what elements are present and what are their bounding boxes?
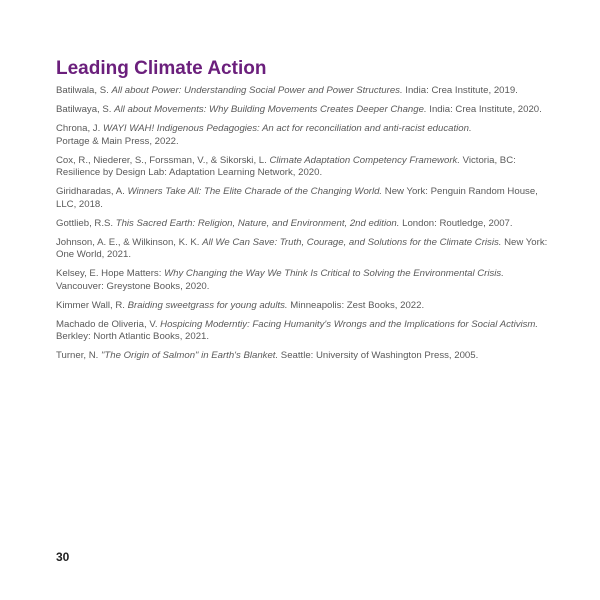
reference-item <box>56 319 550 344</box>
reference-item <box>56 300 550 313</box>
reference-item <box>56 155 550 180</box>
reference-title: WAYI WAH! Indigenous Pedagogies: An act for reconciliation and anti-racist education. <box>102 123 472 134</box>
reference-title: All about Power: Understanding Social Power and Power Structures. <box>111 85 403 96</box>
reference-authors: Turner, N. <box>56 350 101 361</box>
reference-item <box>56 268 550 293</box>
reference-title: Braiding sweetgrass for young adults. <box>127 299 288 311</box>
reference-publisher: New York: One World, 2021. <box>56 236 548 260</box>
page-title: Leading Climate Action <box>56 58 267 79</box>
reference-title: All We Can Save: Truth, Courage, and Solutions for the Climate Crisis. <box>202 236 502 248</box>
reference-title: All about Movements: Why Building Movements Creates Deeper Change. <box>114 104 427 115</box>
reference-item <box>56 350 550 363</box>
reference-authors: Chrona, J. <box>56 123 103 134</box>
reference-authors: Machado de Oliveria, V. <box>56 318 161 330</box>
reference-publisher: Portage & Main Press, 2022. <box>56 135 179 147</box>
reference-title: Why Changing the Way We Think Is Critical to Solving the Environmental Crisis. <box>164 268 504 279</box>
reference-item <box>56 218 550 231</box>
reference-publisher: Berkley: North Atlantic Books, 2021. <box>56 331 210 342</box>
reference-authors: Kelsey, E. Hope Matters: <box>56 268 165 279</box>
reference-publisher: New York: Penguin Random House, LLC, 2018. <box>56 186 538 210</box>
reference-publisher: Victoria, BC: Resilience by Design Lab: Adaptation Learning Network, 2020. <box>56 154 516 178</box>
reference-title: Winners Take All: The Elite Charade of the Changing World. <box>127 186 383 197</box>
reference-authors: Batilwaya, S. <box>56 104 115 115</box>
reference-authors: Batilwala, S. <box>56 85 112 96</box>
reference-publisher: Minneapolis: Zest Books, 2022. <box>287 299 425 311</box>
reference-authors: Johnson, A. E., & Wilkinson, K. K. <box>56 236 203 248</box>
reference-list <box>56 85 550 363</box>
reference-item <box>56 237 550 262</box>
reference-title: This Sacred Earth: Religion, Nature, and Environment, 2nd edition. <box>115 217 400 229</box>
reference-publisher: Seattle: University of Washington Press, 2005. <box>278 350 479 361</box>
reference-publisher: India: Crea Institute, 2020. <box>426 104 542 115</box>
reference-item <box>56 85 550 98</box>
reference-publisher: India: Crea Institute, 2019. <box>402 85 518 96</box>
reference-item <box>56 104 550 117</box>
reference-publisher: Vancouver: Greystone Books, 2020. <box>56 280 210 292</box>
reference-title: Climate Adaptation Competency Framework. <box>269 154 460 166</box>
reference-authors: Cox, R., Niederer, S., Forssman, V., & Sikorski, L. <box>56 154 270 166</box>
page-number: 30 <box>56 550 70 564</box>
reference-item <box>56 186 550 211</box>
reference-authors: Kimmer Wall, R. <box>56 299 128 311</box>
reference-title: Hospicing Moderntiy: Facing Humanity's Wrongs and the Implications for Social Activism. <box>160 318 539 330</box>
reference-authors: Giridharadas, A. <box>56 186 128 197</box>
reference-publisher: London: Routledge, 2007. <box>399 217 513 229</box>
reference-item <box>56 123 550 148</box>
reference-authors: Gottlieb, R.S. <box>56 217 116 229</box>
reference-title: "The Origin of Salmon" in Earth's Blanket. <box>100 350 279 361</box>
references-page <box>56 58 550 369</box>
